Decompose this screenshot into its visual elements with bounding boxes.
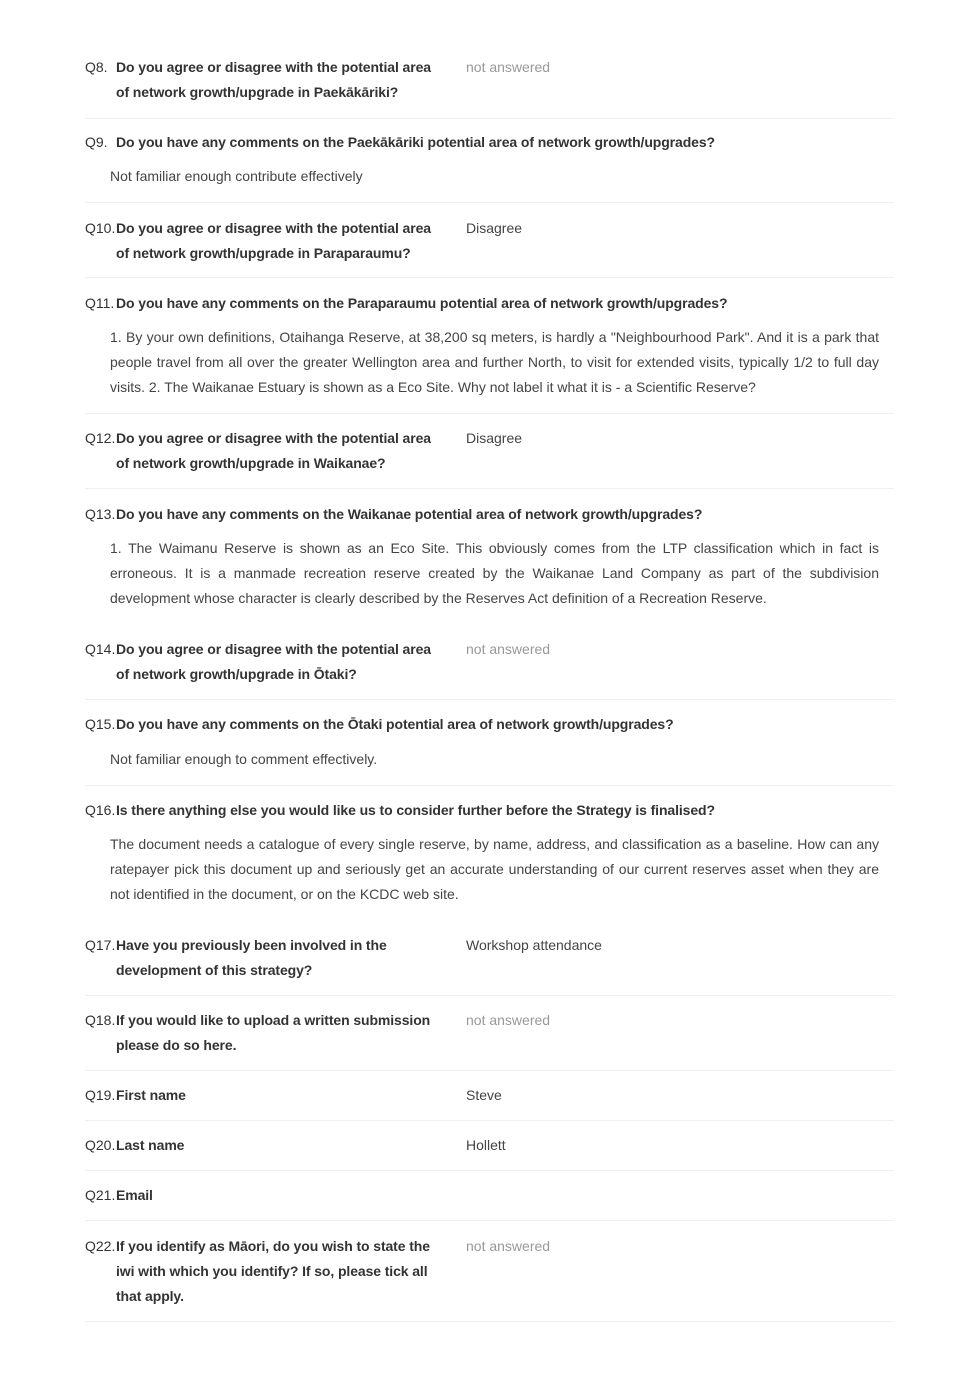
question-row-q16 [85, 798, 894, 918]
answer-value: Workshop attendance [466, 937, 602, 953]
answer-text: 1. By your own definitions, Otaihanga Reserve, at 38,200 sq meters, is hardly a "Neighbourhood Park". And it is a park that people travel from all over the greater Wellington area and further North, to visit for extended visits, typically 1/2 to full day visits. 2. The Waikanae Estuary is shown as a Eco Site. Why not label it what it is - a Scientific Reserve? [110, 329, 879, 395]
question-text: Do you have any comments on the Paekākāriki potential area of network growth/upgrades? [116, 134, 715, 150]
question-number: Q13. [85, 506, 116, 522]
question-text: Do you have any comments on the Ōtaki potential area of network growth/upgrades? [116, 716, 674, 732]
question-number: Q8. [85, 59, 108, 75]
question-number: Q20. [85, 1137, 116, 1153]
answer-value: Hollett [466, 1137, 506, 1153]
answer-text: Not familiar enough to comment effectively. [110, 751, 378, 767]
question-row-q18 [85, 1008, 894, 1071]
question-row-q9 [85, 130, 894, 203]
question-number: Q22. [85, 1238, 116, 1254]
answer-text: The document needs a catalogue of every single reserve, by name, address, and classification as a baseline. How can any ratepayer pick this document up and seriously get an accurate understanding of our current reserves asset when they are not identified in the document, or on the KCDC web site. [110, 836, 879, 902]
question-text: Do you have any comments on the Paraparaumu potential area of network growth/upgrades? [116, 295, 728, 311]
question-row-q21 [85, 1183, 894, 1221]
question-row-q15 [85, 712, 894, 786]
question-number: Q16. [85, 802, 116, 818]
answer-value: not answered [466, 59, 551, 75]
question-number: Q9. [85, 134, 108, 150]
question-number: Q17. [85, 937, 116, 953]
question-row-q17 [85, 933, 894, 996]
question-row-q22 [85, 1234, 894, 1322]
question-text: Do you agree or disagree with the potential area of network growth/upgrade in Paekākāriki? [116, 59, 431, 100]
question-text: Have you previously been involved in the development of this strategy? [116, 937, 387, 978]
question-row-q8 [85, 55, 894, 119]
question-row-q10 [85, 216, 894, 278]
question-number: Q12. [85, 430, 116, 446]
question-number: Q21. [85, 1187, 116, 1203]
question-row-q11 [85, 291, 894, 414]
answer-value: Steve [466, 1087, 502, 1103]
question-text: If you identify as Māori, do you wish to state the iwi with which you identify? If so, please tick all that apply. [116, 1238, 430, 1304]
question-row-q12 [85, 426, 894, 489]
question-text: Do you agree or disagree with the potential area of network growth/upgrade in Paraparaumu? [116, 220, 431, 261]
question-row-q20 [85, 1133, 894, 1171]
question-text: Is there anything else you would like us to consider further before the Strategy is finalised? [116, 802, 715, 818]
question-number: Q11. [85, 295, 115, 311]
question-number: Q10. [85, 220, 116, 236]
question-text: Email [116, 1187, 153, 1203]
question-text: Do you agree or disagree with the potential area of network growth/upgrade in Ōtaki? [116, 641, 431, 682]
question-row-q13 [85, 502, 894, 635]
question-text: Last name [116, 1137, 185, 1153]
question-text: If you would like to upload a written submission please do so here. [116, 1012, 431, 1053]
question-number: Q19. [85, 1087, 116, 1103]
question-number: Q15. [85, 716, 116, 732]
question-text: Do you have any comments on the Waikanae potential area of network growth/upgrades? [116, 506, 703, 522]
question-text: Do you agree or disagree with the potential area of network growth/upgrade in Waikanae? [116, 430, 431, 471]
question-number: Q18. [85, 1012, 116, 1028]
answer-value: Disagree [466, 220, 523, 236]
question-text: First name [116, 1087, 186, 1103]
answer-value: not answered [466, 1012, 551, 1028]
answer-value: Disagree [466, 430, 523, 446]
question-row-q19 [85, 1083, 894, 1121]
question-row-q14 [85, 637, 894, 700]
answer-value: not answered [466, 1238, 551, 1254]
answer-value: not answered [466, 641, 551, 657]
answer-text: Not familiar enough contribute effectively [110, 168, 363, 184]
answer-text: 1. The Waimanu Reserve is shown as an Eco Site. This obviously comes from the LTP classification which in fact is erroneous. It is a manmade recreation reserve created by the Waikanae Land Company as part of the subdivision development whose character is clearly described by the Reserves Act definition of a Recreation Reserve. [110, 540, 879, 606]
question-number: Q14. [85, 641, 116, 657]
